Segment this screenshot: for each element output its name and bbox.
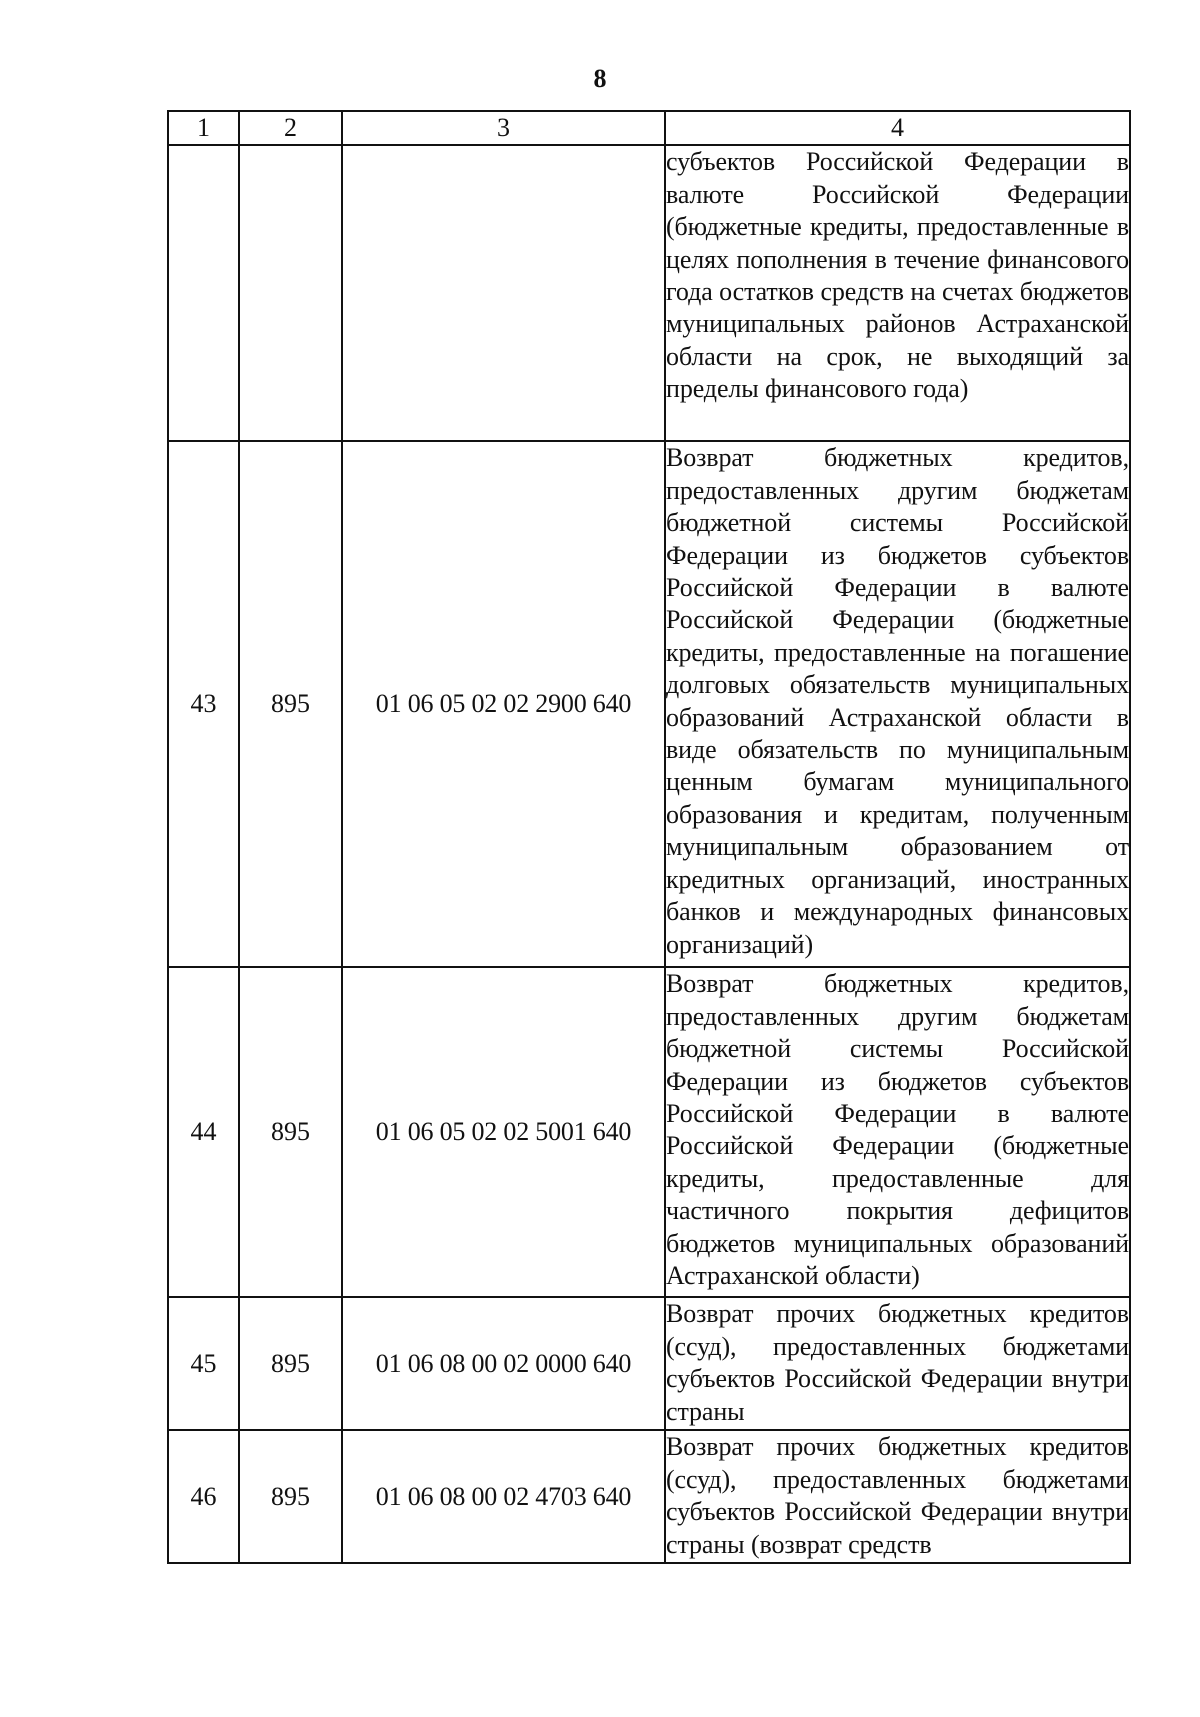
row-number-cell: 45 — [168, 1297, 239, 1430]
column-header-1: 1 — [168, 111, 239, 145]
table-row — [168, 967, 1130, 1297]
column-header-2: 2 — [239, 111, 342, 145]
description-cell: Возврат бюджетных кредитов, предоставленных другим бюджетам бюджетной системы Российской Федерации из бюджетов субъектов Российской Федерации в валюте Российской Федерации (бюджетные кредиты, предоставленные для частичного покрытия дефицитов бюджетов муниципальных образований Астраханской области) — [665, 967, 1130, 1297]
row-number-cell — [168, 145, 239, 441]
description-cell: Возврат прочих бюджетных кредитов (ссуд), предоставленных бюджетами субъектов Российской Федерации внутри страны — [665, 1297, 1130, 1430]
kbk-code-cell: 01 06 08 00 02 4703 640 — [342, 1430, 665, 1563]
description-cell: субъектов Российской Федерации в валюте Российской Федерации (бюджетные кредиты, предоставленные в целях пополнения в течение финансового года остатков средств на счетах бюджетов муниципальных районов Астраханской области на срок, не выходящий за пределы финансового года) — [665, 145, 1130, 441]
row-number-cell: 44 — [168, 967, 239, 1297]
table-row — [168, 1297, 1130, 1430]
admin-code-cell — [239, 145, 342, 441]
kbk-code-cell: 01 06 08 00 02 0000 640 — [342, 1297, 665, 1430]
description-cell: Возврат бюджетных кредитов, предоставленных другим бюджетам бюджетной системы Российской Федерации из бюджетов субъектов Российской Федерации в валюте Российской Федерации (бюджетные кредиты, предоставленные на погашение долговых обязательств муниципальных образований Астраханской области в виде обязательств по муниципальным ценным бумагам муниципального образования и кредитам, полученным муниципальным образованием от кредитных организаций, иностранных банков и международных финансовых организаций) — [665, 441, 1130, 967]
column-number-row — [168, 111, 1130, 145]
row-number-cell: 43 — [168, 441, 239, 967]
table-row — [168, 1430, 1130, 1563]
column-header-3: 3 — [342, 111, 665, 145]
table-row — [168, 441, 1130, 967]
column-header-4: 4 — [665, 111, 1130, 145]
kbk-code-cell: 01 06 05 02 02 5001 640 — [342, 967, 665, 1297]
kbk-code-cell — [342, 145, 665, 441]
description-cell: Возврат прочих бюджетных кредитов (ссуд), предоставленных бюджетами субъектов Российской Федерации внутри страны (возврат средств — [665, 1430, 1130, 1563]
admin-code-cell: 895 — [239, 1430, 342, 1563]
page-number: 8 — [593, 64, 607, 93]
admin-code-cell: 895 — [239, 967, 342, 1297]
admin-code-cell: 895 — [239, 1297, 342, 1430]
kbk-code-cell: 01 06 05 02 02 2900 640 — [342, 441, 665, 967]
budget-sources-table — [167, 110, 1131, 1564]
admin-code-cell: 895 — [239, 441, 342, 967]
row-number-cell: 46 — [168, 1430, 239, 1563]
table-row — [168, 145, 1130, 441]
